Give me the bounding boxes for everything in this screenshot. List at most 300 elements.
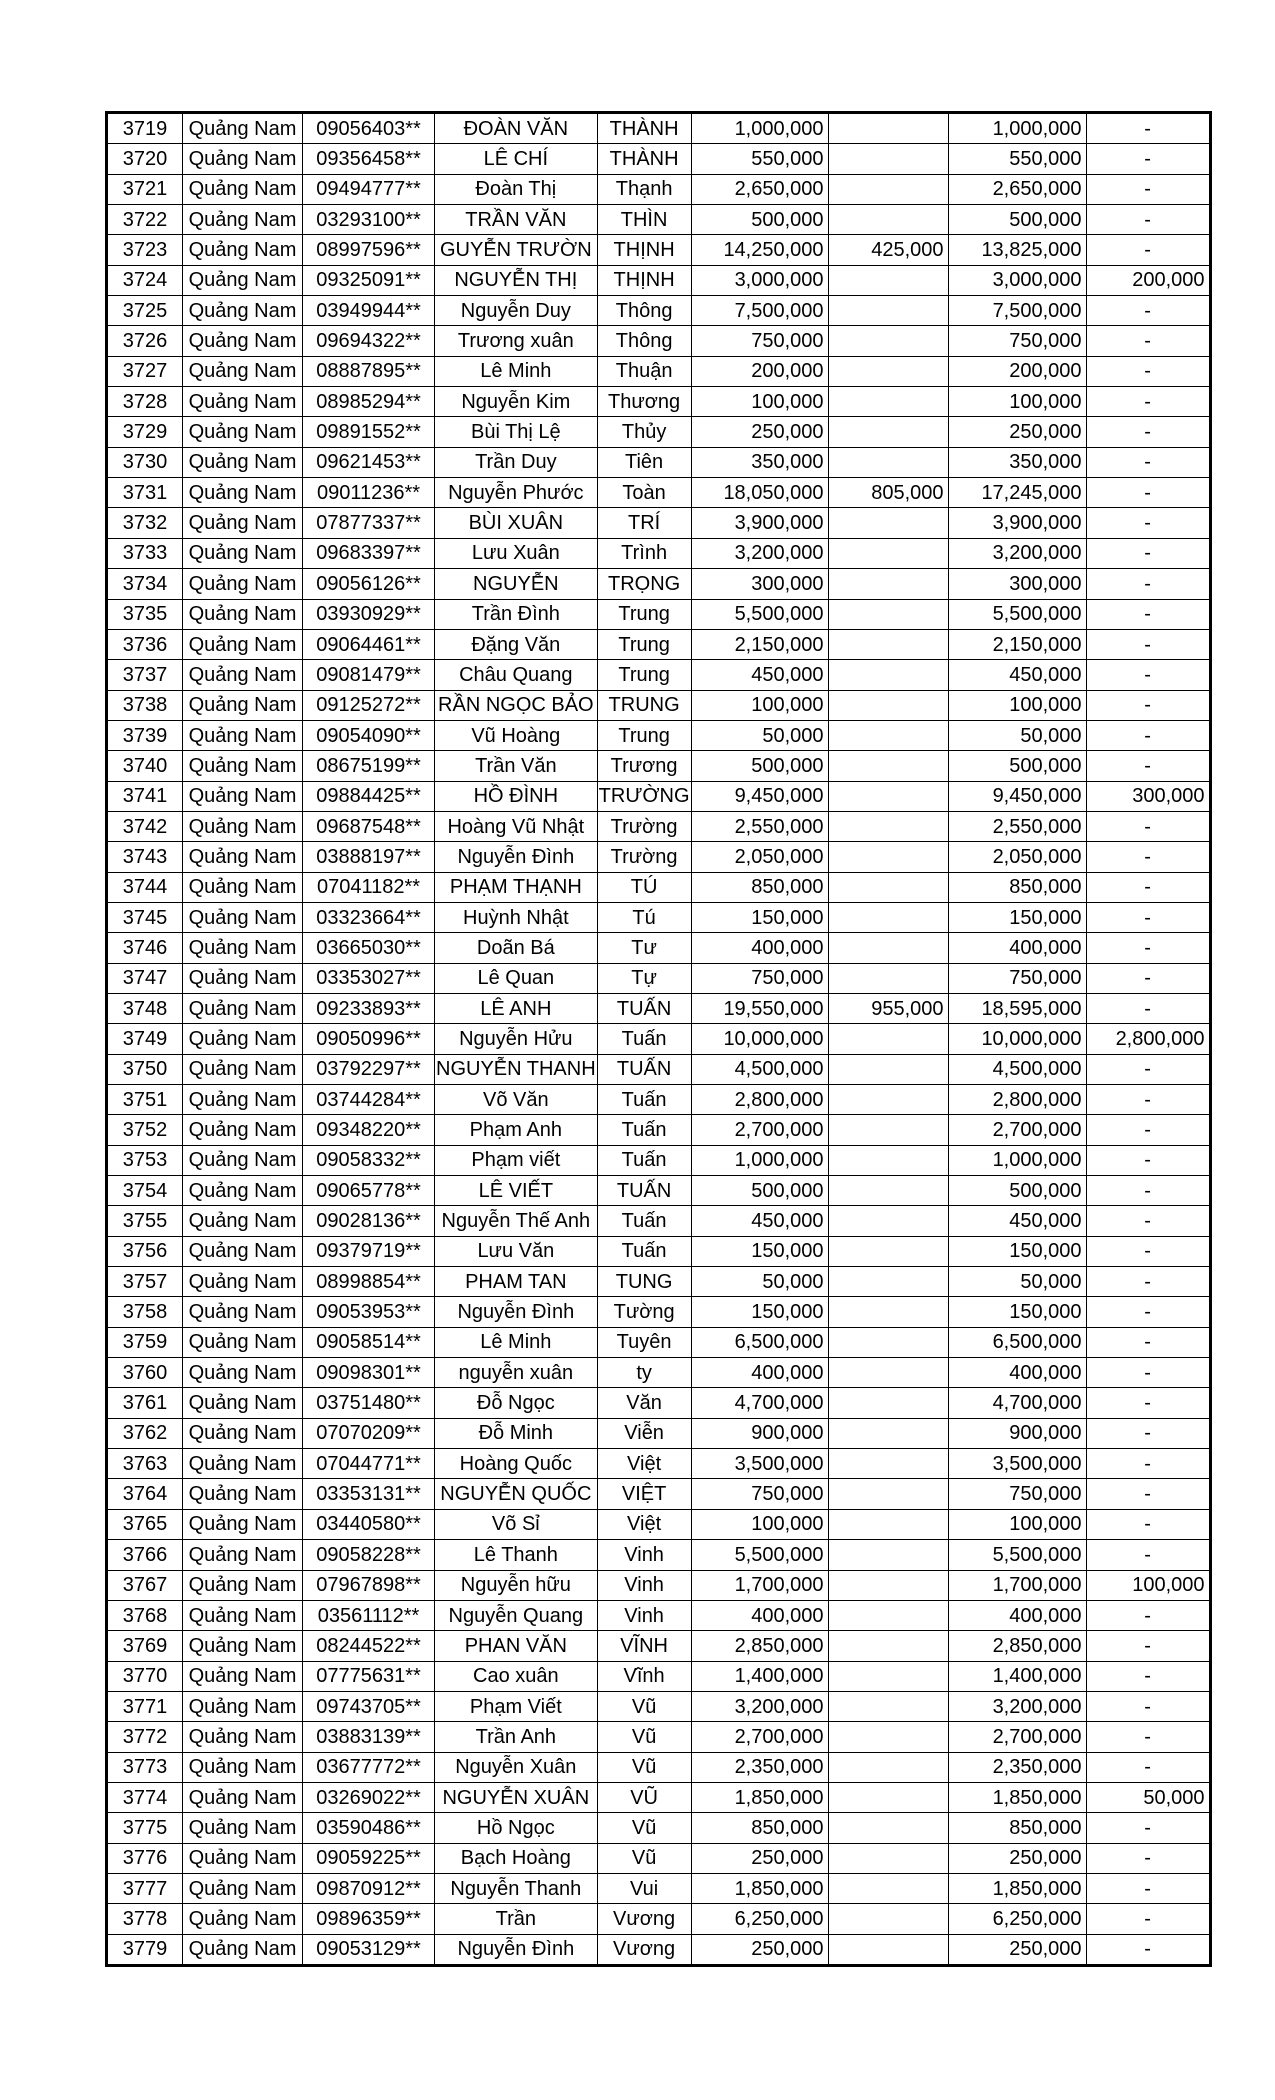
table-row (108, 538, 1210, 568)
net-amount-cell: 150,000 (948, 902, 1086, 932)
province-cell: Quảng Nam (183, 933, 303, 963)
row-number-cell: 3729 (108, 417, 183, 447)
amount-cell: 100,000 (691, 690, 828, 720)
net-amount-cell: 500,000 (948, 1176, 1086, 1206)
province-cell: Quảng Nam (183, 538, 303, 568)
amount-cell: 750,000 (691, 326, 828, 356)
row-number-cell: 3745 (108, 902, 183, 932)
amount-cell: 2,150,000 (691, 629, 828, 659)
deduction-cell (828, 1449, 948, 1479)
table-row (108, 1600, 1210, 1630)
phone-cell: 03590486** (303, 1813, 435, 1843)
table-body (108, 114, 1210, 1965)
net-amount-cell: 50,000 (948, 720, 1086, 750)
row-number-cell: 3779 (108, 1934, 183, 1964)
net-amount-cell: 2,150,000 (948, 629, 1086, 659)
first-name-cell: Vũ (597, 1722, 691, 1752)
amount-cell: 150,000 (691, 1236, 828, 1266)
bonus-cell: - (1086, 599, 1209, 629)
phone-cell: 03561112** (303, 1600, 435, 1630)
bonus-cell: - (1086, 1206, 1209, 1236)
first-name-cell: Thuận (597, 356, 691, 386)
table-row (108, 478, 1210, 508)
deduction-cell (828, 1267, 948, 1297)
bonus-cell: - (1086, 1418, 1209, 1448)
amount-cell: 6,500,000 (691, 1327, 828, 1357)
first-name-cell: Tuyên (597, 1327, 691, 1357)
row-number-cell: 3737 (108, 660, 183, 690)
phone-cell: 09884425** (303, 781, 435, 811)
amount-cell: 250,000 (691, 1934, 828, 1964)
net-amount-cell: 400,000 (948, 1600, 1086, 1630)
amount-cell: 18,050,000 (691, 478, 828, 508)
bonus-cell: - (1086, 1843, 1209, 1873)
amount-cell: 2,050,000 (691, 842, 828, 872)
last-name-cell: PHAN VĂN (435, 1631, 598, 1661)
phone-cell: 09050996** (303, 1024, 435, 1054)
deduction-cell (828, 447, 948, 477)
row-number-cell: 3731 (108, 478, 183, 508)
table-row (108, 1904, 1210, 1934)
province-cell: Quảng Nam (183, 1176, 303, 1206)
row-number-cell: 3771 (108, 1691, 183, 1721)
first-name-cell: Vương (597, 1904, 691, 1934)
net-amount-cell: 2,700,000 (948, 1115, 1086, 1145)
deduction-cell (828, 296, 948, 326)
bonus-cell: - (1086, 1054, 1209, 1084)
net-amount-cell: 3,500,000 (948, 1449, 1086, 1479)
net-amount-cell: 250,000 (948, 417, 1086, 447)
bonus-cell: - (1086, 1540, 1209, 1570)
phone-cell: 08985294** (303, 387, 435, 417)
deduction-cell (828, 963, 948, 993)
last-name-cell: Nguyễn Duy (435, 296, 598, 326)
last-name-cell: Cao xuân (435, 1661, 598, 1691)
first-name-cell: Viễn (597, 1418, 691, 1448)
bonus-cell: - (1086, 205, 1209, 235)
row-number-cell: 3753 (108, 1145, 183, 1175)
net-amount-cell: 450,000 (948, 1206, 1086, 1236)
bonus-cell: - (1086, 1631, 1209, 1661)
deduction-cell (828, 1206, 948, 1236)
row-number-cell: 3749 (108, 1024, 183, 1054)
amount-cell: 900,000 (691, 1418, 828, 1448)
deduction-cell (828, 205, 948, 235)
deduction-cell (828, 1600, 948, 1630)
first-name-cell: TUẤN (597, 1054, 691, 1084)
table-row (108, 1327, 1210, 1357)
amount-cell: 100,000 (691, 1509, 828, 1539)
province-cell: Quảng Nam (183, 114, 303, 144)
net-amount-cell: 2,650,000 (948, 174, 1086, 204)
first-name-cell: VĨNH (597, 1631, 691, 1661)
first-name-cell: Tuấn (597, 1206, 691, 1236)
bonus-cell: - (1086, 1267, 1209, 1297)
net-amount-cell: 850,000 (948, 872, 1086, 902)
first-name-cell: Trung (597, 720, 691, 750)
first-name-cell: Toàn (597, 478, 691, 508)
phone-cell: 09683397** (303, 538, 435, 568)
bonus-cell: - (1086, 1327, 1209, 1357)
table-row (108, 993, 1210, 1023)
row-number-cell: 3755 (108, 1206, 183, 1236)
table-row (108, 872, 1210, 902)
net-amount-cell: 100,000 (948, 1509, 1086, 1539)
deduction-cell (828, 842, 948, 872)
net-amount-cell: 18,595,000 (948, 993, 1086, 1023)
phone-cell: 09687548** (303, 811, 435, 841)
amount-cell: 850,000 (691, 1813, 828, 1843)
deduction-cell (828, 1358, 948, 1388)
phone-cell: 09011236** (303, 478, 435, 508)
first-name-cell: THÀNH (597, 144, 691, 174)
table-row (108, 599, 1210, 629)
table-row (108, 842, 1210, 872)
row-number-cell: 3763 (108, 1449, 183, 1479)
province-cell: Quảng Nam (183, 1873, 303, 1903)
table-row (108, 1691, 1210, 1721)
first-name-cell: Tuấn (597, 1085, 691, 1115)
donation-table (107, 113, 1210, 1965)
last-name-cell: Hoàng Vũ Nhật (435, 811, 598, 841)
table-row (108, 1479, 1210, 1509)
table-row (108, 296, 1210, 326)
province-cell: Quảng Nam (183, 1024, 303, 1054)
first-name-cell: Tiên (597, 447, 691, 477)
table-row (108, 811, 1210, 841)
row-number-cell: 3739 (108, 720, 183, 750)
last-name-cell: Châu Quang (435, 660, 598, 690)
last-name-cell: Trần Văn (435, 751, 598, 781)
deduction-cell (828, 1479, 948, 1509)
deduction-cell (828, 114, 948, 144)
amount-cell: 2,700,000 (691, 1115, 828, 1145)
amount-cell: 2,700,000 (691, 1722, 828, 1752)
phone-cell: 09056403** (303, 114, 435, 144)
amount-cell: 50,000 (691, 720, 828, 750)
table-row (108, 690, 1210, 720)
row-number-cell: 3719 (108, 114, 183, 144)
first-name-cell: Tuấn (597, 1024, 691, 1054)
amount-cell: 400,000 (691, 1358, 828, 1388)
amount-cell: 2,800,000 (691, 1085, 828, 1115)
phone-cell: 03883139** (303, 1722, 435, 1752)
deduction-cell (828, 1570, 948, 1600)
province-cell: Quảng Nam (183, 235, 303, 265)
amount-cell: 2,350,000 (691, 1752, 828, 1782)
net-amount-cell: 4,500,000 (948, 1054, 1086, 1084)
deduction-cell (828, 781, 948, 811)
first-name-cell: Vũ (597, 1752, 691, 1782)
row-number-cell: 3720 (108, 144, 183, 174)
phone-cell: 09058514** (303, 1327, 435, 1357)
bonus-cell: - (1086, 660, 1209, 690)
table-row (108, 1085, 1210, 1115)
last-name-cell: NGUYỄN (435, 569, 598, 599)
last-name-cell: BÙI XUÂN (435, 508, 598, 538)
first-name-cell: Trung (597, 629, 691, 659)
bonus-cell: 200,000 (1086, 265, 1209, 295)
table-row (108, 174, 1210, 204)
amount-cell: 4,500,000 (691, 1054, 828, 1084)
last-name-cell: GUYỄN TRƯỜN (435, 235, 598, 265)
row-number-cell: 3725 (108, 296, 183, 326)
phone-cell: 03353027** (303, 963, 435, 993)
last-name-cell: Lê Quan (435, 963, 598, 993)
row-number-cell: 3761 (108, 1388, 183, 1418)
row-number-cell: 3769 (108, 1631, 183, 1661)
deduction-cell (828, 720, 948, 750)
bonus-cell: 100,000 (1086, 1570, 1209, 1600)
net-amount-cell: 400,000 (948, 933, 1086, 963)
amount-cell: 100,000 (691, 387, 828, 417)
bonus-cell: - (1086, 114, 1209, 144)
bonus-cell: - (1086, 993, 1209, 1023)
first-name-cell: THỊNH (597, 265, 691, 295)
province-cell: Quảng Nam (183, 296, 303, 326)
deduction-cell (828, 902, 948, 932)
deduction-cell (828, 1085, 948, 1115)
province-cell: Quảng Nam (183, 356, 303, 386)
table-row (108, 144, 1210, 174)
phone-cell: 09494777** (303, 174, 435, 204)
first-name-cell: Vũ (597, 1843, 691, 1873)
row-number-cell: 3765 (108, 1509, 183, 1539)
bonus-cell: - (1086, 933, 1209, 963)
province-cell: Quảng Nam (183, 1600, 303, 1630)
bonus-cell: - (1086, 417, 1209, 447)
net-amount-cell: 2,350,000 (948, 1752, 1086, 1782)
phone-cell: 09058228** (303, 1540, 435, 1570)
deduction-cell (828, 1782, 948, 1812)
last-name-cell: NGUYỄN THANH (435, 1054, 598, 1084)
amount-cell: 19,550,000 (691, 993, 828, 1023)
net-amount-cell: 3,200,000 (948, 1691, 1086, 1721)
deduction-cell: 805,000 (828, 478, 948, 508)
province-cell: Quảng Nam (183, 1661, 303, 1691)
phone-cell: 09064461** (303, 629, 435, 659)
province-cell: Quảng Nam (183, 1540, 303, 1570)
bonus-cell: - (1086, 174, 1209, 204)
net-amount-cell: 6,500,000 (948, 1327, 1086, 1357)
row-number-cell: 3741 (108, 781, 183, 811)
table-row (108, 1267, 1210, 1297)
last-name-cell: PHẠM THẠNH (435, 872, 598, 902)
table-row (108, 1509, 1210, 1539)
net-amount-cell: 750,000 (948, 963, 1086, 993)
first-name-cell: Trường (597, 842, 691, 872)
bonus-cell: - (1086, 1661, 1209, 1691)
first-name-cell: Tuấn (597, 1236, 691, 1266)
phone-cell: 03792297** (303, 1054, 435, 1084)
province-cell: Quảng Nam (183, 720, 303, 750)
deduction-cell (828, 356, 948, 386)
phone-cell: 03440580** (303, 1509, 435, 1539)
row-number-cell: 3778 (108, 1904, 183, 1934)
deduction-cell (828, 933, 948, 963)
province-cell: Quảng Nam (183, 265, 303, 295)
deduction-cell (828, 1509, 948, 1539)
net-amount-cell: 3,000,000 (948, 265, 1086, 295)
table-row (108, 1388, 1210, 1418)
first-name-cell: Tuấn (597, 1145, 691, 1175)
phone-cell: 07967898** (303, 1570, 435, 1600)
province-cell: Quảng Nam (183, 1418, 303, 1448)
amount-cell: 14,250,000 (691, 235, 828, 265)
province-cell: Quảng Nam (183, 1115, 303, 1145)
bonus-cell: - (1086, 1600, 1209, 1630)
phone-cell: 09125272** (303, 690, 435, 720)
bonus-cell: - (1086, 326, 1209, 356)
row-number-cell: 3766 (108, 1540, 183, 1570)
last-name-cell: Trương xuân (435, 326, 598, 356)
table-row (108, 1873, 1210, 1903)
deduction-cell (828, 1540, 948, 1570)
last-name-cell: NGUYỄN QUỐC (435, 1479, 598, 1509)
table-row (108, 1054, 1210, 1084)
phone-cell: 09896359** (303, 1904, 435, 1934)
row-number-cell: 3730 (108, 447, 183, 477)
table-row (108, 1418, 1210, 1448)
bonus-cell: - (1086, 1752, 1209, 1782)
last-name-cell: ĐOÀN VĂN (435, 114, 598, 144)
row-number-cell: 3759 (108, 1327, 183, 1357)
first-name-cell: Vũ (597, 1813, 691, 1843)
first-name-cell: Vũ (597, 1691, 691, 1721)
net-amount-cell: 400,000 (948, 1358, 1086, 1388)
deduction-cell: 955,000 (828, 993, 948, 1023)
last-name-cell: Đặng Văn (435, 629, 598, 659)
first-name-cell: TRÍ (597, 508, 691, 538)
last-name-cell: NGUYỄN THỊ (435, 265, 598, 295)
bonus-cell: - (1086, 1934, 1209, 1964)
province-cell: Quảng Nam (183, 993, 303, 1023)
net-amount-cell: 750,000 (948, 1479, 1086, 1509)
row-number-cell: 3736 (108, 629, 183, 659)
phone-cell: 07877337** (303, 508, 435, 538)
table-row (108, 447, 1210, 477)
deduction-cell (828, 690, 948, 720)
amount-cell: 6,250,000 (691, 1904, 828, 1934)
phone-cell: 03949944** (303, 296, 435, 326)
table-row (108, 114, 1210, 144)
bonus-cell: - (1086, 447, 1209, 477)
amount-cell: 550,000 (691, 144, 828, 174)
bonus-cell: - (1086, 1813, 1209, 1843)
net-amount-cell: 250,000 (948, 1934, 1086, 1964)
table-row (108, 356, 1210, 386)
row-number-cell: 3756 (108, 1236, 183, 1266)
amount-cell: 400,000 (691, 1600, 828, 1630)
bonus-cell: - (1086, 387, 1209, 417)
row-number-cell: 3758 (108, 1297, 183, 1327)
province-cell: Quảng Nam (183, 1449, 303, 1479)
amount-cell: 250,000 (691, 417, 828, 447)
bonus-cell: - (1086, 902, 1209, 932)
bonus-cell: - (1086, 235, 1209, 265)
phone-cell: 09056126** (303, 569, 435, 599)
amount-cell: 4,700,000 (691, 1388, 828, 1418)
last-name-cell: Hoàng Quốc (435, 1449, 598, 1479)
net-amount-cell: 13,825,000 (948, 235, 1086, 265)
province-cell: Quảng Nam (183, 1509, 303, 1539)
row-number-cell: 3764 (108, 1479, 183, 1509)
net-amount-cell: 4,700,000 (948, 1388, 1086, 1418)
first-name-cell: Thủy (597, 417, 691, 447)
net-amount-cell: 17,245,000 (948, 478, 1086, 508)
province-cell: Quảng Nam (183, 872, 303, 902)
row-number-cell: 3721 (108, 174, 183, 204)
table-row (108, 1722, 1210, 1752)
net-amount-cell: 5,500,000 (948, 599, 1086, 629)
table-row (108, 508, 1210, 538)
deduction-cell (828, 1873, 948, 1903)
province-cell: Quảng Nam (183, 1085, 303, 1115)
phone-cell: 03888197** (303, 842, 435, 872)
province-cell: Quảng Nam (183, 1631, 303, 1661)
phone-cell: 09233893** (303, 993, 435, 1023)
province-cell: Quảng Nam (183, 1388, 303, 1418)
deduction-cell (828, 1327, 948, 1357)
row-number-cell: 3751 (108, 1085, 183, 1115)
table-row (108, 235, 1210, 265)
last-name-cell: Trần (435, 1904, 598, 1934)
bonus-cell: - (1086, 1236, 1209, 1266)
first-name-cell: Việt (597, 1509, 691, 1539)
row-number-cell: 3740 (108, 751, 183, 781)
province-cell: Quảng Nam (183, 1722, 303, 1752)
phone-cell: 09098301** (303, 1358, 435, 1388)
phone-cell: 03293100** (303, 205, 435, 235)
last-name-cell: Phạm viết (435, 1145, 598, 1175)
row-number-cell: 3724 (108, 265, 183, 295)
last-name-cell: Vũ Hoàng (435, 720, 598, 750)
amount-cell: 5,500,000 (691, 599, 828, 629)
first-name-cell: TRƯỜNG (597, 781, 691, 811)
table-row (108, 387, 1210, 417)
first-name-cell: Văn (597, 1388, 691, 1418)
province-cell: Quảng Nam (183, 387, 303, 417)
last-name-cell: LÊ VIẾT (435, 1176, 598, 1206)
amount-cell: 7,500,000 (691, 296, 828, 326)
row-number-cell: 3774 (108, 1782, 183, 1812)
province-cell: Quảng Nam (183, 1358, 303, 1388)
row-number-cell: 3738 (108, 690, 183, 720)
first-name-cell: TUẤN (597, 1176, 691, 1206)
last-name-cell: TRẦN VĂN (435, 205, 598, 235)
province-cell: Quảng Nam (183, 174, 303, 204)
bonus-cell: - (1086, 1085, 1209, 1115)
amount-cell: 1,700,000 (691, 1570, 828, 1600)
deduction-cell (828, 569, 948, 599)
first-name-cell: Tường (597, 1297, 691, 1327)
phone-cell: 07044771** (303, 1449, 435, 1479)
last-name-cell: Phạm Viết (435, 1691, 598, 1721)
province-cell: Quảng Nam (183, 660, 303, 690)
phone-cell: 07775631** (303, 1661, 435, 1691)
province-cell: Quảng Nam (183, 1267, 303, 1297)
amount-cell: 500,000 (691, 1176, 828, 1206)
deduction-cell (828, 660, 948, 690)
first-name-cell: Trung (597, 599, 691, 629)
province-cell: Quảng Nam (183, 1691, 303, 1721)
row-number-cell: 3722 (108, 205, 183, 235)
deduction-cell: 425,000 (828, 235, 948, 265)
row-number-cell: 3762 (108, 1418, 183, 1448)
deduction-cell (828, 1813, 948, 1843)
net-amount-cell: 550,000 (948, 144, 1086, 174)
bonus-cell: - (1086, 811, 1209, 841)
